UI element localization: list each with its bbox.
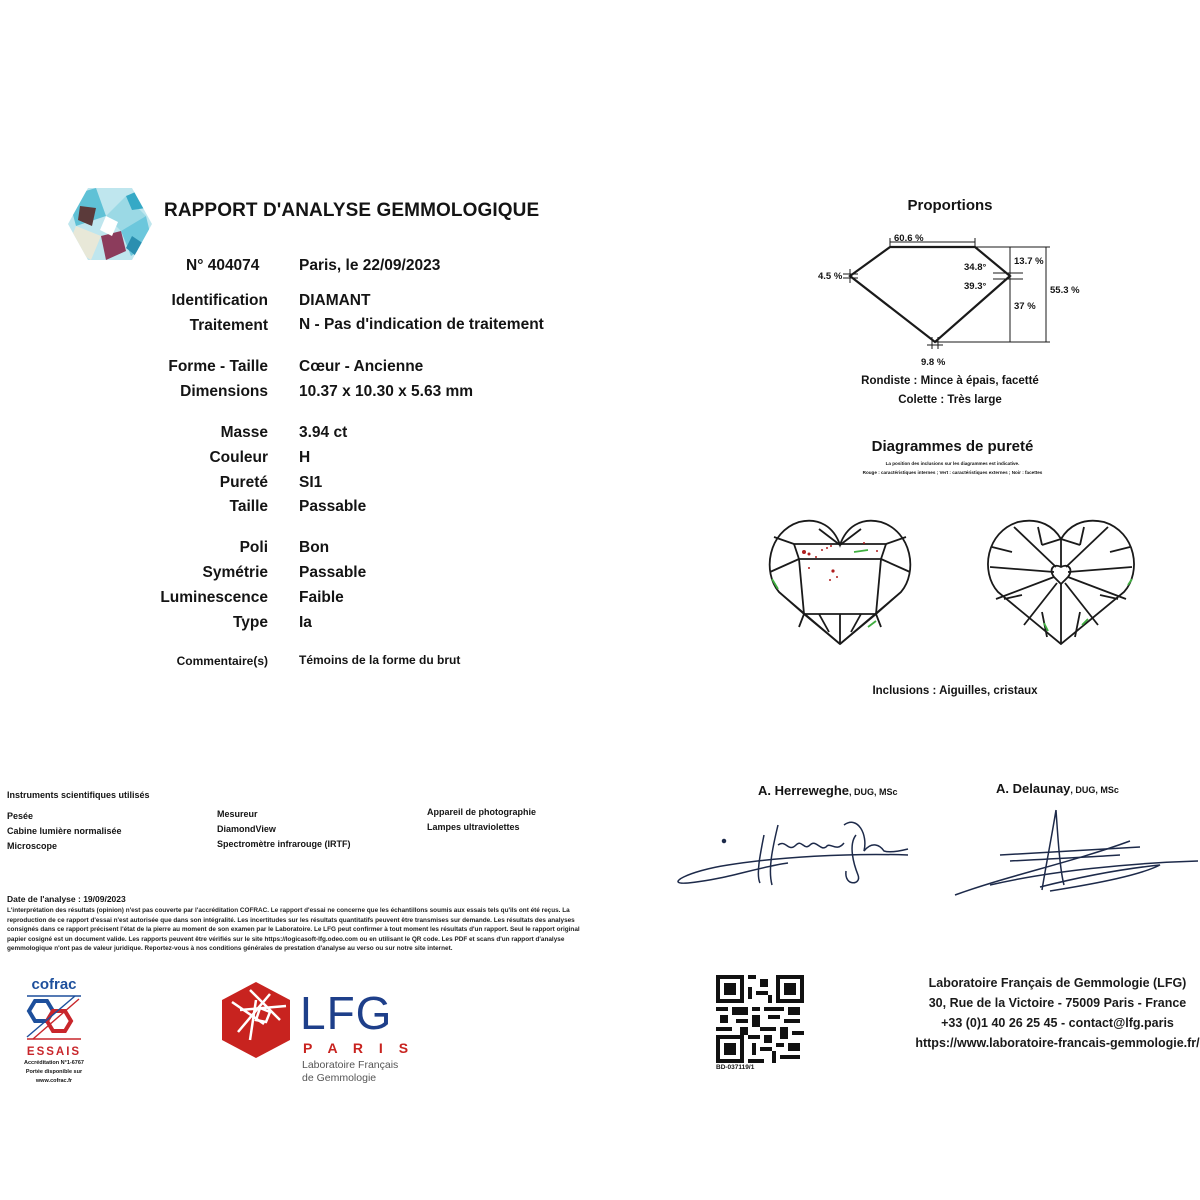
- cofrac-brand: cofrac: [31, 976, 77, 993]
- instrument-item: DiamondView: [217, 824, 276, 834]
- gem-logo-icon: [66, 186, 154, 262]
- legal-line: gemmologique n'ont pas de valeur juridique. Reportez-vous à nos conditions générales de prestation d'analyse au verso ou sur notre site internet.: [7, 945, 453, 953]
- report-number: N° 404074: [186, 257, 260, 274]
- field-label: Commentaire(s): [176, 654, 268, 668]
- instrument-item: Pesée: [7, 811, 34, 821]
- field-value: Faible: [299, 589, 344, 606]
- legal-line: reproduction de ce rapport d'essai n'est autorisée que dans son intégralité. Les incertitudes sur les résultats quantitatifs peuvent être transmises sur demande. Les résultats des analyses: [7, 916, 575, 924]
- field-label: Dimensions: [180, 383, 268, 400]
- instruments-col2: [217, 807, 351, 852]
- signature-delaunay: [950, 805, 1200, 900]
- field-label: Type: [232, 614, 268, 631]
- field-value: 3.94 ct: [299, 424, 348, 441]
- girdle-percent: 4.5 %: [818, 271, 843, 282]
- cofrac-scope: Portée disponible sur: [25, 1069, 83, 1075]
- pavilion-depth: 37 %: [1014, 301, 1036, 312]
- lab-address: 30, Rue de la Victoire - 75009 Paris - France: [928, 996, 1187, 1010]
- lab-name: Laboratoire Français de Gemmologie (LFG): [928, 976, 1187, 990]
- report-title: RAPPORT D'ANALYSE GEMMOLOGIQUE: [164, 200, 540, 221]
- legal-line: papier cosigné est un document valide. Les rapports peuvent être vérifiés sur le site https://logicasoft-lfg.odeo.com ou en utilisant le QR code. Les PDF et scans d'un rapport d'analyse: [7, 935, 565, 943]
- heart-pavilion-diagram: [982, 517, 1140, 647]
- instruments-title: Instruments scientifiques utilisés: [7, 790, 150, 800]
- lfg-brand: LFG: [300, 987, 393, 1039]
- lfg-city: P A R I S: [303, 1040, 415, 1056]
- cofrac-hexagons-icon: [13, 993, 95, 1041]
- table-percent: 60.6 %: [894, 233, 924, 244]
- field-label: Identification: [171, 292, 268, 309]
- culet-percent: 9.8 %: [921, 357, 946, 368]
- lfg-subtitle: [302, 1059, 398, 1085]
- lfg-subtitle-line: Laboratoire Français: [302, 1059, 399, 1071]
- instrument-item: Cabine lumière normalisée: [7, 826, 122, 836]
- crown-angle: 34.8°: [964, 262, 987, 273]
- field-label: Forme - Taille: [168, 358, 268, 375]
- cofrac-logo: [13, 977, 95, 1095]
- field-label: Pureté: [219, 474, 268, 491]
- girdle-description: Rondiste : Mince à épais, facetté: [861, 375, 1039, 387]
- cofrac-site: www.cofrac.fr: [35, 1078, 73, 1084]
- field-value: Bon: [299, 539, 330, 556]
- field-value: Ia: [299, 614, 312, 631]
- field-label: Symétrie: [202, 564, 268, 581]
- clarity-note-position: La position des inclusions sur les diagrammes est indicative.: [885, 461, 1020, 466]
- instrument-item: Mesureur: [217, 809, 258, 819]
- lfg-subtitle-line: de Gemmologie: [302, 1072, 377, 1084]
- total-depth: 55.3 %: [1050, 285, 1080, 296]
- legal-line: L'interprétation des résultats (opinion) n'est pas couverte par l'accréditation COFRAC. Le rapport d'essai ne concerne que les échantillons soumis aux essais tels qu'ils ont été reçus. La: [7, 907, 570, 914]
- signatory-credentials: , DUG, MSc: [849, 787, 898, 797]
- signatory-name: A. Delaunay: [996, 781, 1071, 796]
- signatory-2-name: [996, 781, 1119, 796]
- proportions-diagram: [810, 225, 1100, 375]
- report-place-date: Paris, le 22/09/2023: [299, 257, 441, 274]
- field-label: Masse: [220, 424, 268, 441]
- proportions-title: Proportions: [907, 197, 993, 214]
- lab-website-link[interactable]: https://www.laboratoire-francais-gemmologie.fr/: [915, 1036, 1200, 1050]
- instrument-item: Lampes ultraviolettes: [427, 822, 520, 832]
- lab-contact: [905, 973, 1200, 1053]
- cofrac-essais: ESSAIS: [26, 1046, 82, 1058]
- analysis-date: Date de l'analyse : 19/09/2023: [7, 894, 126, 904]
- lab-phone-email[interactable]: +33 (0)1 40 26 25 45 - contact@lfg.paris: [941, 1016, 1174, 1030]
- field-value: SI1: [299, 474, 323, 491]
- legal-line: consignés dans ce rapport précisent l'état de la pierre au moment de son examen par le Laboratoire. Le LFG peut confirmer à tout moment les résultats d'un rapport. Seul le rapport original: [7, 926, 580, 934]
- instrument-item: Spectromètre infrarouge (IRTF): [217, 839, 351, 849]
- external-inclusions: [1044, 579, 1132, 631]
- field-label: Traitement: [189, 317, 268, 334]
- field-label: Luminescence: [160, 589, 268, 606]
- field-value: Passable: [299, 498, 367, 515]
- internal-inclusions: [802, 542, 878, 581]
- signatory-1-name: [758, 783, 898, 798]
- field-label: Couleur: [209, 449, 268, 466]
- field-value: Cœur - Ancienne: [299, 358, 424, 375]
- field-value: Témoins de la forme du brut: [299, 653, 461, 667]
- culet-description: Colette : Très large: [898, 394, 1002, 406]
- field-value: DIAMANT: [299, 292, 371, 309]
- heart-crown-diagram: [764, 517, 916, 647]
- signatory-credentials: , DUG, MSc: [1070, 785, 1119, 795]
- cofrac-accreditation: Accréditation N°1-6767: [24, 1060, 84, 1066]
- signature-herreweghe: [668, 805, 928, 895]
- field-value: N - Pas d'indication de traitement: [299, 316, 544, 333]
- instruments-col1: [7, 809, 122, 854]
- legal-disclaimer: [7, 906, 607, 954]
- clarity-note-colors: Rouge : caractéristiques internes ; Vert : caractéristiques externes ; Noir : facettes: [862, 470, 1043, 475]
- inclusions-text: Inclusions : Aiguilles, cristaux: [872, 685, 1038, 697]
- pavilion-angle: 39.3°: [964, 281, 987, 292]
- field-value: 10.37 x 10.30 x 5.63 mm: [299, 383, 474, 400]
- field-label: Poli: [239, 539, 268, 556]
- field-value: H: [299, 449, 311, 466]
- lfg-hexagon-icon: [220, 980, 292, 1060]
- instruments-col3: [427, 805, 536, 835]
- crown-height: 13.7 %: [1014, 256, 1044, 267]
- signatory-name: A. Herreweghe: [758, 783, 850, 798]
- field-label: Taille: [229, 498, 268, 515]
- clarity-title: Diagrammes de pureté: [871, 438, 1034, 455]
- instrument-item: Microscope: [7, 841, 58, 851]
- qr-code[interactable]: [716, 975, 804, 1063]
- field-value: Passable: [299, 564, 367, 581]
- instrument-item: Appareil de photographie: [427, 807, 537, 817]
- qr-code-id: BD-037119/1: [716, 1064, 755, 1071]
